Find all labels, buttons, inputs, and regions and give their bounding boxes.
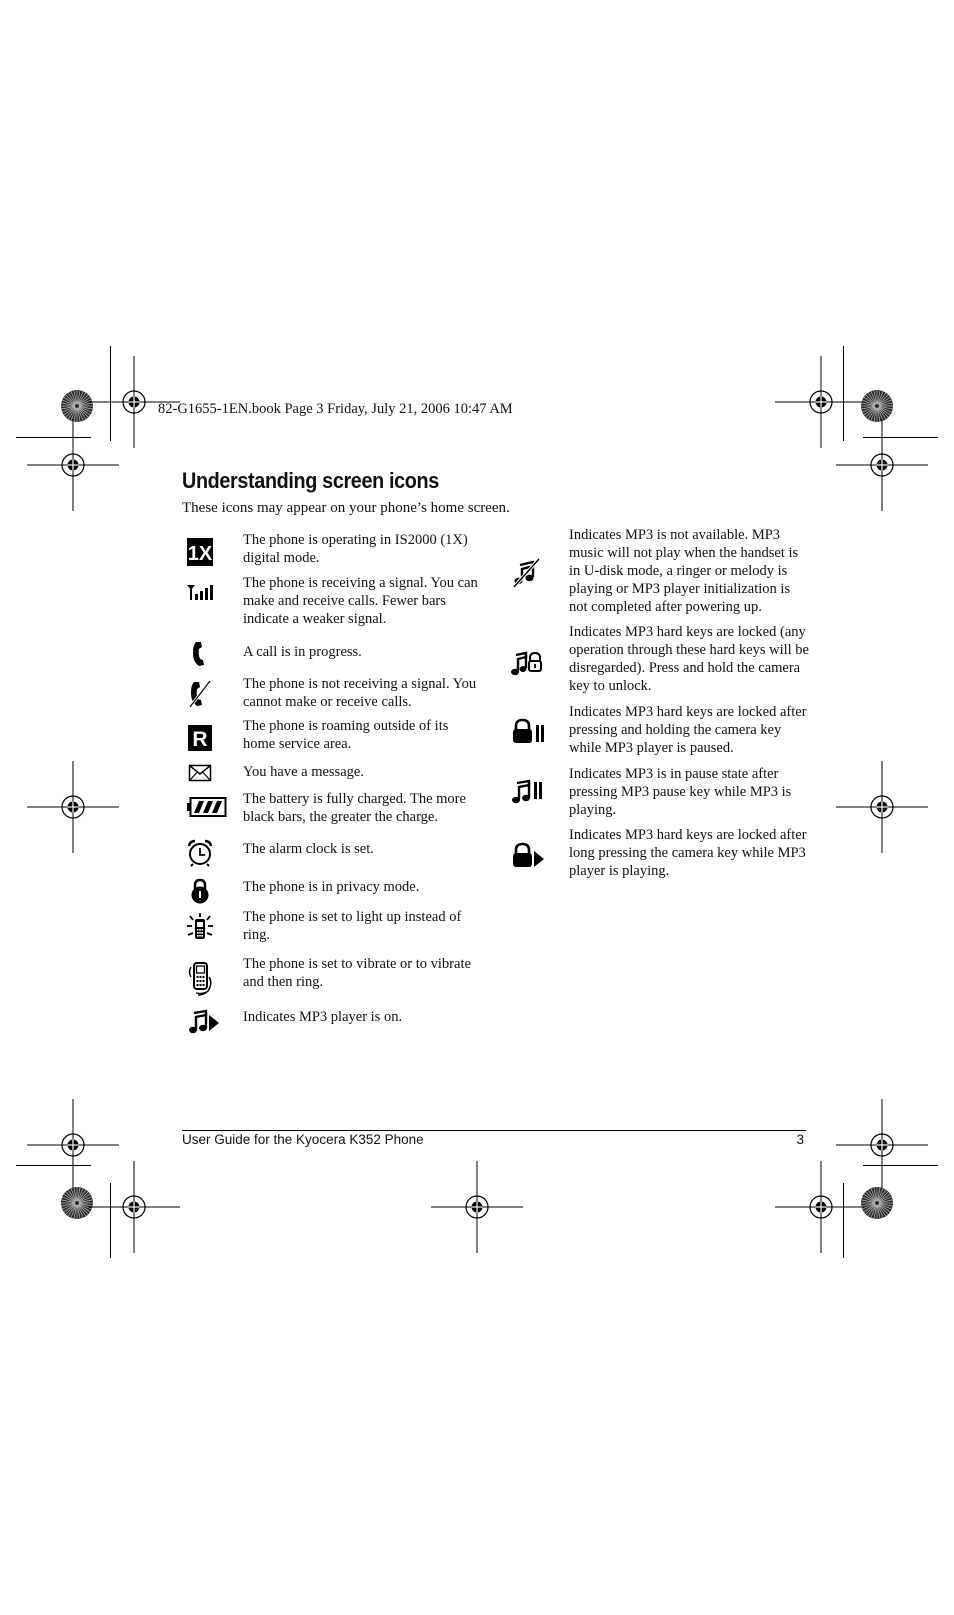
footer-guide-title: User Guide for the Kyocera K352 Phone <box>182 1132 424 1147</box>
mp3-on-icon <box>186 1006 222 1040</box>
svg-text:R: R <box>192 728 208 751</box>
mp3-pause-icon <box>509 776 547 810</box>
footer-divider <box>182 1130 806 1131</box>
icon-description: The phone is not receiving a signal. You cannot make or receive calls. <box>243 676 477 710</box>
icon-description: The phone is in privacy mode. <box>243 879 420 895</box>
icon-description: A call is in progress. <box>243 644 362 660</box>
icon-description: Indicates MP3 hard keys are locked (any operation through these hard keys will be disregarded). Press and hold the camera key to unlock. <box>569 624 809 694</box>
icon-description: The phone is set to light up instead of ring. <box>243 909 462 943</box>
icon-description: The alarm clock is set. <box>243 841 374 857</box>
message-envelope-icon <box>183 756 217 790</box>
svg-text:1X: 1X <box>187 543 213 565</box>
mp3-unavailable-icon <box>509 556 543 590</box>
1x-digital-icon <box>183 535 217 569</box>
icon-description: The phone is receiving a signal. You can make and receive calls. Fewer bars indicate a weaker signal. <box>243 575 478 627</box>
icon-description: Indicates MP3 is not available. MP3 music will not play when the handset is in U-disk mode, a ringer or melody is playing or MP3 player initialization is not completed after powering up. <box>569 527 799 615</box>
alarm-clock-icon <box>183 836 217 870</box>
icon-description: Indicates MP3 player is on. <box>243 1009 403 1025</box>
privacy-lock-icon <box>183 874 217 908</box>
icon-description: Indicates MP3 is in pause state after pressing MP3 pause key while MP3 is playing. <box>569 766 792 818</box>
light-up-icon <box>183 911 217 945</box>
icon-description: The battery is fully charged. The more black bars, the greater the charge. <box>243 791 466 825</box>
icon-description: Indicates MP3 hard keys are locked after long pressing the camera key while MP3 player is playing. <box>569 827 807 879</box>
page-title: Understanding screen icons <box>182 468 439 493</box>
locked-playing-icon <box>509 838 547 872</box>
signal-strength-icon <box>183 575 217 609</box>
vibrate-icon <box>183 958 217 998</box>
print-info-header: 82-G1655-1EN.book Page 3 Friday, July 21, 2006 10:47 AM <box>158 401 513 417</box>
call-in-progress-icon <box>183 637 217 671</box>
icon-description: You have a message. <box>243 764 364 780</box>
icon-description: The phone is operating in IS2000 (1X) digital mode. <box>243 532 468 566</box>
page-number: 3 <box>796 1132 804 1147</box>
locked-paused-icon <box>509 714 547 748</box>
roaming-icon <box>183 721 217 755</box>
no-signal-icon <box>183 677 217 711</box>
intro-text: These icons may appear on your phone’s home screen. <box>182 500 510 516</box>
icon-description: The phone is roaming outside of its home service area. <box>243 718 449 752</box>
battery-full-icon <box>186 790 228 824</box>
icon-description: The phone is set to vibrate or to vibrate and then ring. <box>243 956 471 990</box>
mp3-keys-locked-icon <box>509 647 543 681</box>
icon-description: Indicates MP3 hard keys are locked after pressing and holding the camera key while MP3 player is paused. <box>569 704 807 756</box>
